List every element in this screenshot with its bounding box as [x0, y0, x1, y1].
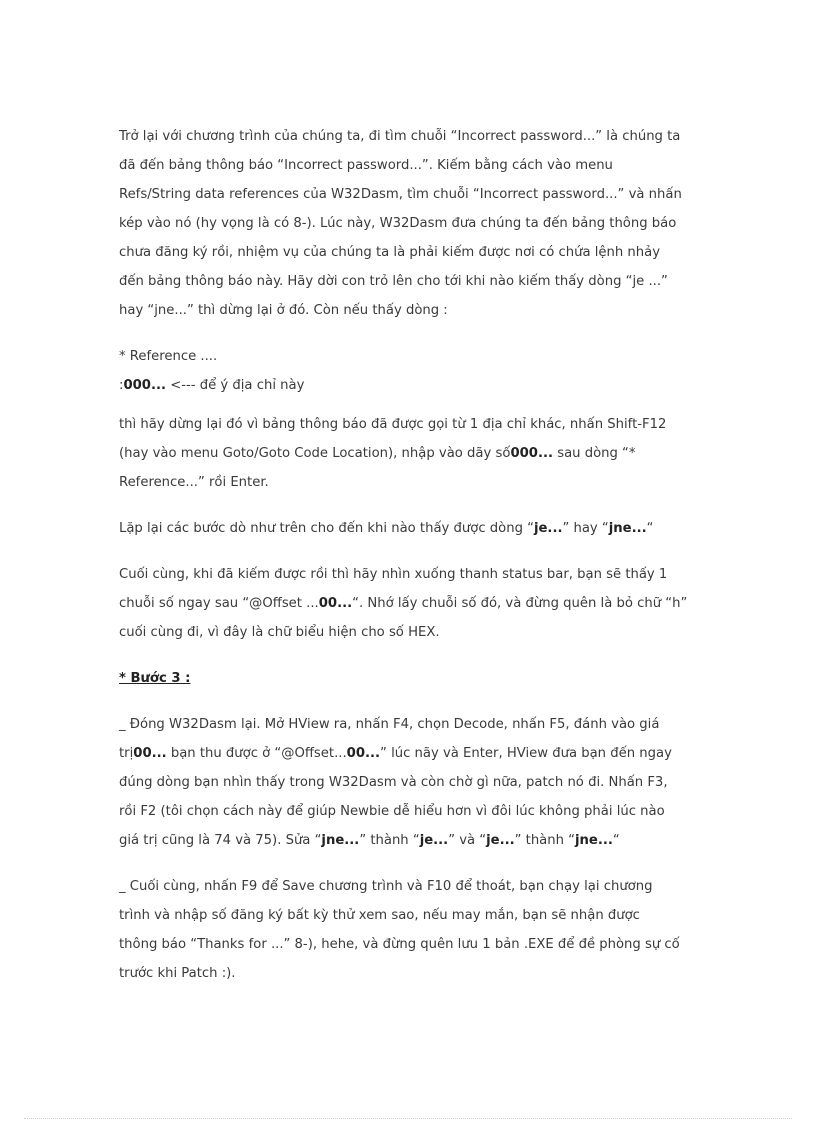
text-segment: ” hay “: [562, 521, 609, 536]
text-segment: chuỗi số ngay sau “@Offset ...: [119, 596, 319, 611]
bold-code-text: 00...: [133, 746, 167, 761]
text-segment: ” lúc nãy và Enter, HView đưa bạn đến ngay: [380, 746, 672, 761]
text-segment: “. Nhớ lấy chuỗi số đó, và đừng quên là bỏ chữ “h”: [352, 596, 688, 611]
text-line: [119, 797, 709, 826]
paragraph: [119, 342, 709, 400]
text-line: [119, 209, 709, 238]
text-segment: Cuối cùng, khi đã kiếm được rồi thì hãy nhìn xuống thanh status bar, bạn sẽ thấy 1: [119, 567, 668, 582]
text-line: [119, 180, 709, 209]
text-line: [119, 238, 709, 267]
text-line: [119, 439, 709, 468]
text-line: [119, 468, 709, 497]
bold-code-text: 00...: [318, 596, 353, 611]
text-segment: thì hãy dừng lại đó vì bảng thông báo đã được gọi từ 1 địa chỉ khác, nhấn Shift-F12: [119, 417, 667, 432]
text-line: [119, 710, 709, 739]
text-segment: _ Đóng W32Dasm lại. Mở HView ra, nhấn F4, chọn Decode, nhấn F5, đánh vào giá: [119, 717, 660, 732]
text-line: [119, 959, 709, 988]
section-heading: [119, 664, 709, 693]
text-line: [119, 664, 709, 693]
text-segment: trình và nhập số đăng ký bất kỳ thử xem sao, nếu may mắn, bạn sẽ nhận được: [119, 908, 640, 923]
bold-code-text: je...: [419, 833, 449, 848]
text-segment: Lặp lại các bước dò như trên cho đến khi nào thấy được dòng “: [119, 521, 534, 536]
text-segment: rồi F2 (tôi chọn cách này để giúp Newbie dễ hiểu hơn vì đôi lúc không phải lúc nào: [119, 804, 665, 819]
paragraph: [119, 710, 709, 855]
text-line: [119, 342, 709, 371]
text-segment: trị: [119, 746, 134, 761]
text-segment: trước khi Patch :).: [119, 966, 236, 981]
text-line: [119, 151, 709, 180]
text-line: [119, 371, 709, 400]
text-segment: thông báo “Thanks for ...” 8-), hehe, và đừng quên lưu 1 bản .EXE để đề phòng sự cố: [119, 937, 680, 952]
text-line: [119, 410, 709, 439]
text-segment: Refs/String data references của W32Dasm, tìm chuỗi “Incorrect password...” và nhấn: [119, 187, 682, 202]
text-line: [119, 768, 709, 797]
text-line: [119, 901, 709, 930]
text-segment: <--- để ý địa chỉ này: [166, 378, 305, 393]
text-line: [119, 930, 709, 959]
text-segment: chưa đăng ký rồi, nhiệm vụ của chúng ta là phải kiếm được nơi có chứa lệnh nhảy: [119, 245, 661, 260]
paragraph: [119, 560, 709, 647]
heading-text: * Bước 3 :: [119, 671, 191, 686]
text-segment: giá trị cũng là 74 và 75). Sửa “: [119, 833, 322, 848]
document-body: [119, 122, 709, 1005]
text-segment: đã đến bảng thông báo “Incorrect password...”. Kiếm bằng cách vào menu: [119, 158, 613, 173]
text-segment: đúng dòng bạn nhìn thấy trong W32Dasm và còn chờ gì nữa, patch nó đi. Nhấn F3,: [119, 775, 668, 790]
bold-code-text: jne...: [575, 833, 613, 848]
text-segment: * Reference ....: [119, 349, 218, 364]
text-line: [119, 589, 709, 618]
text-segment: Reference...” rồi Enter.: [119, 475, 269, 490]
text-segment: Trở lại với chương trình của chúng ta, đi tìm chuỗi “Incorrect password...” là chúng ta: [119, 129, 681, 144]
text-line: [119, 296, 709, 325]
text-segment: hay “jne...” thì dừng lại ở đó. Còn nếu thấy dòng :: [119, 303, 448, 318]
text-line: [119, 739, 709, 768]
text-segment: ” thành “: [514, 833, 575, 848]
text-segment: cuối cùng đi, vì đây là chữ biểu hiện cho số HEX.: [119, 625, 440, 640]
text-segment: :: [119, 378, 124, 393]
text-line: [119, 514, 709, 543]
paragraph: [119, 514, 709, 543]
bold-code-text: 000...: [510, 446, 553, 461]
bold-code-text: 000...: [123, 378, 167, 393]
paragraph: [119, 122, 709, 325]
text-segment: ” thành “: [359, 833, 420, 848]
text-segment: ” và “: [448, 833, 487, 848]
text-segment: “: [612, 833, 620, 848]
text-segment: “: [646, 521, 654, 536]
text-line: [119, 267, 709, 296]
bold-code-text: jne...: [321, 833, 360, 848]
paragraph: [119, 872, 709, 988]
text-segment: sau dòng “*: [553, 446, 636, 461]
text-line: [119, 122, 709, 151]
bold-code-text: 00...: [346, 746, 381, 761]
text-segment: (hay vào menu Goto/Goto Code Location), nhập vào dãy số: [119, 446, 511, 461]
text-line: [119, 872, 709, 901]
text-segment: _ Cuối cùng, nhấn F9 để Save chương trình và F10 để thoát, bạn chạy lại chương: [119, 879, 653, 894]
bold-code-text: je...: [533, 521, 563, 536]
text-segment: đến bảng thông báo này. Hãy dời con trỏ lên cho tới khi nào kiếm thấy dòng “je ...”: [119, 274, 668, 289]
bold-code-text: je...: [486, 833, 515, 848]
text-segment: bạn thu được ở “@Offset...: [166, 746, 347, 761]
bold-code-text: jne...: [608, 521, 647, 536]
paragraph: [119, 410, 709, 497]
text-segment: kép vào nó (hy vọng là có 8-). Lúc này, W32Dasm đưa chúng ta đến bảng thông báo: [119, 216, 677, 231]
page-footer-divider: [24, 1118, 792, 1119]
text-line: [119, 560, 709, 589]
text-line: [119, 618, 709, 647]
text-line: [119, 826, 709, 855]
